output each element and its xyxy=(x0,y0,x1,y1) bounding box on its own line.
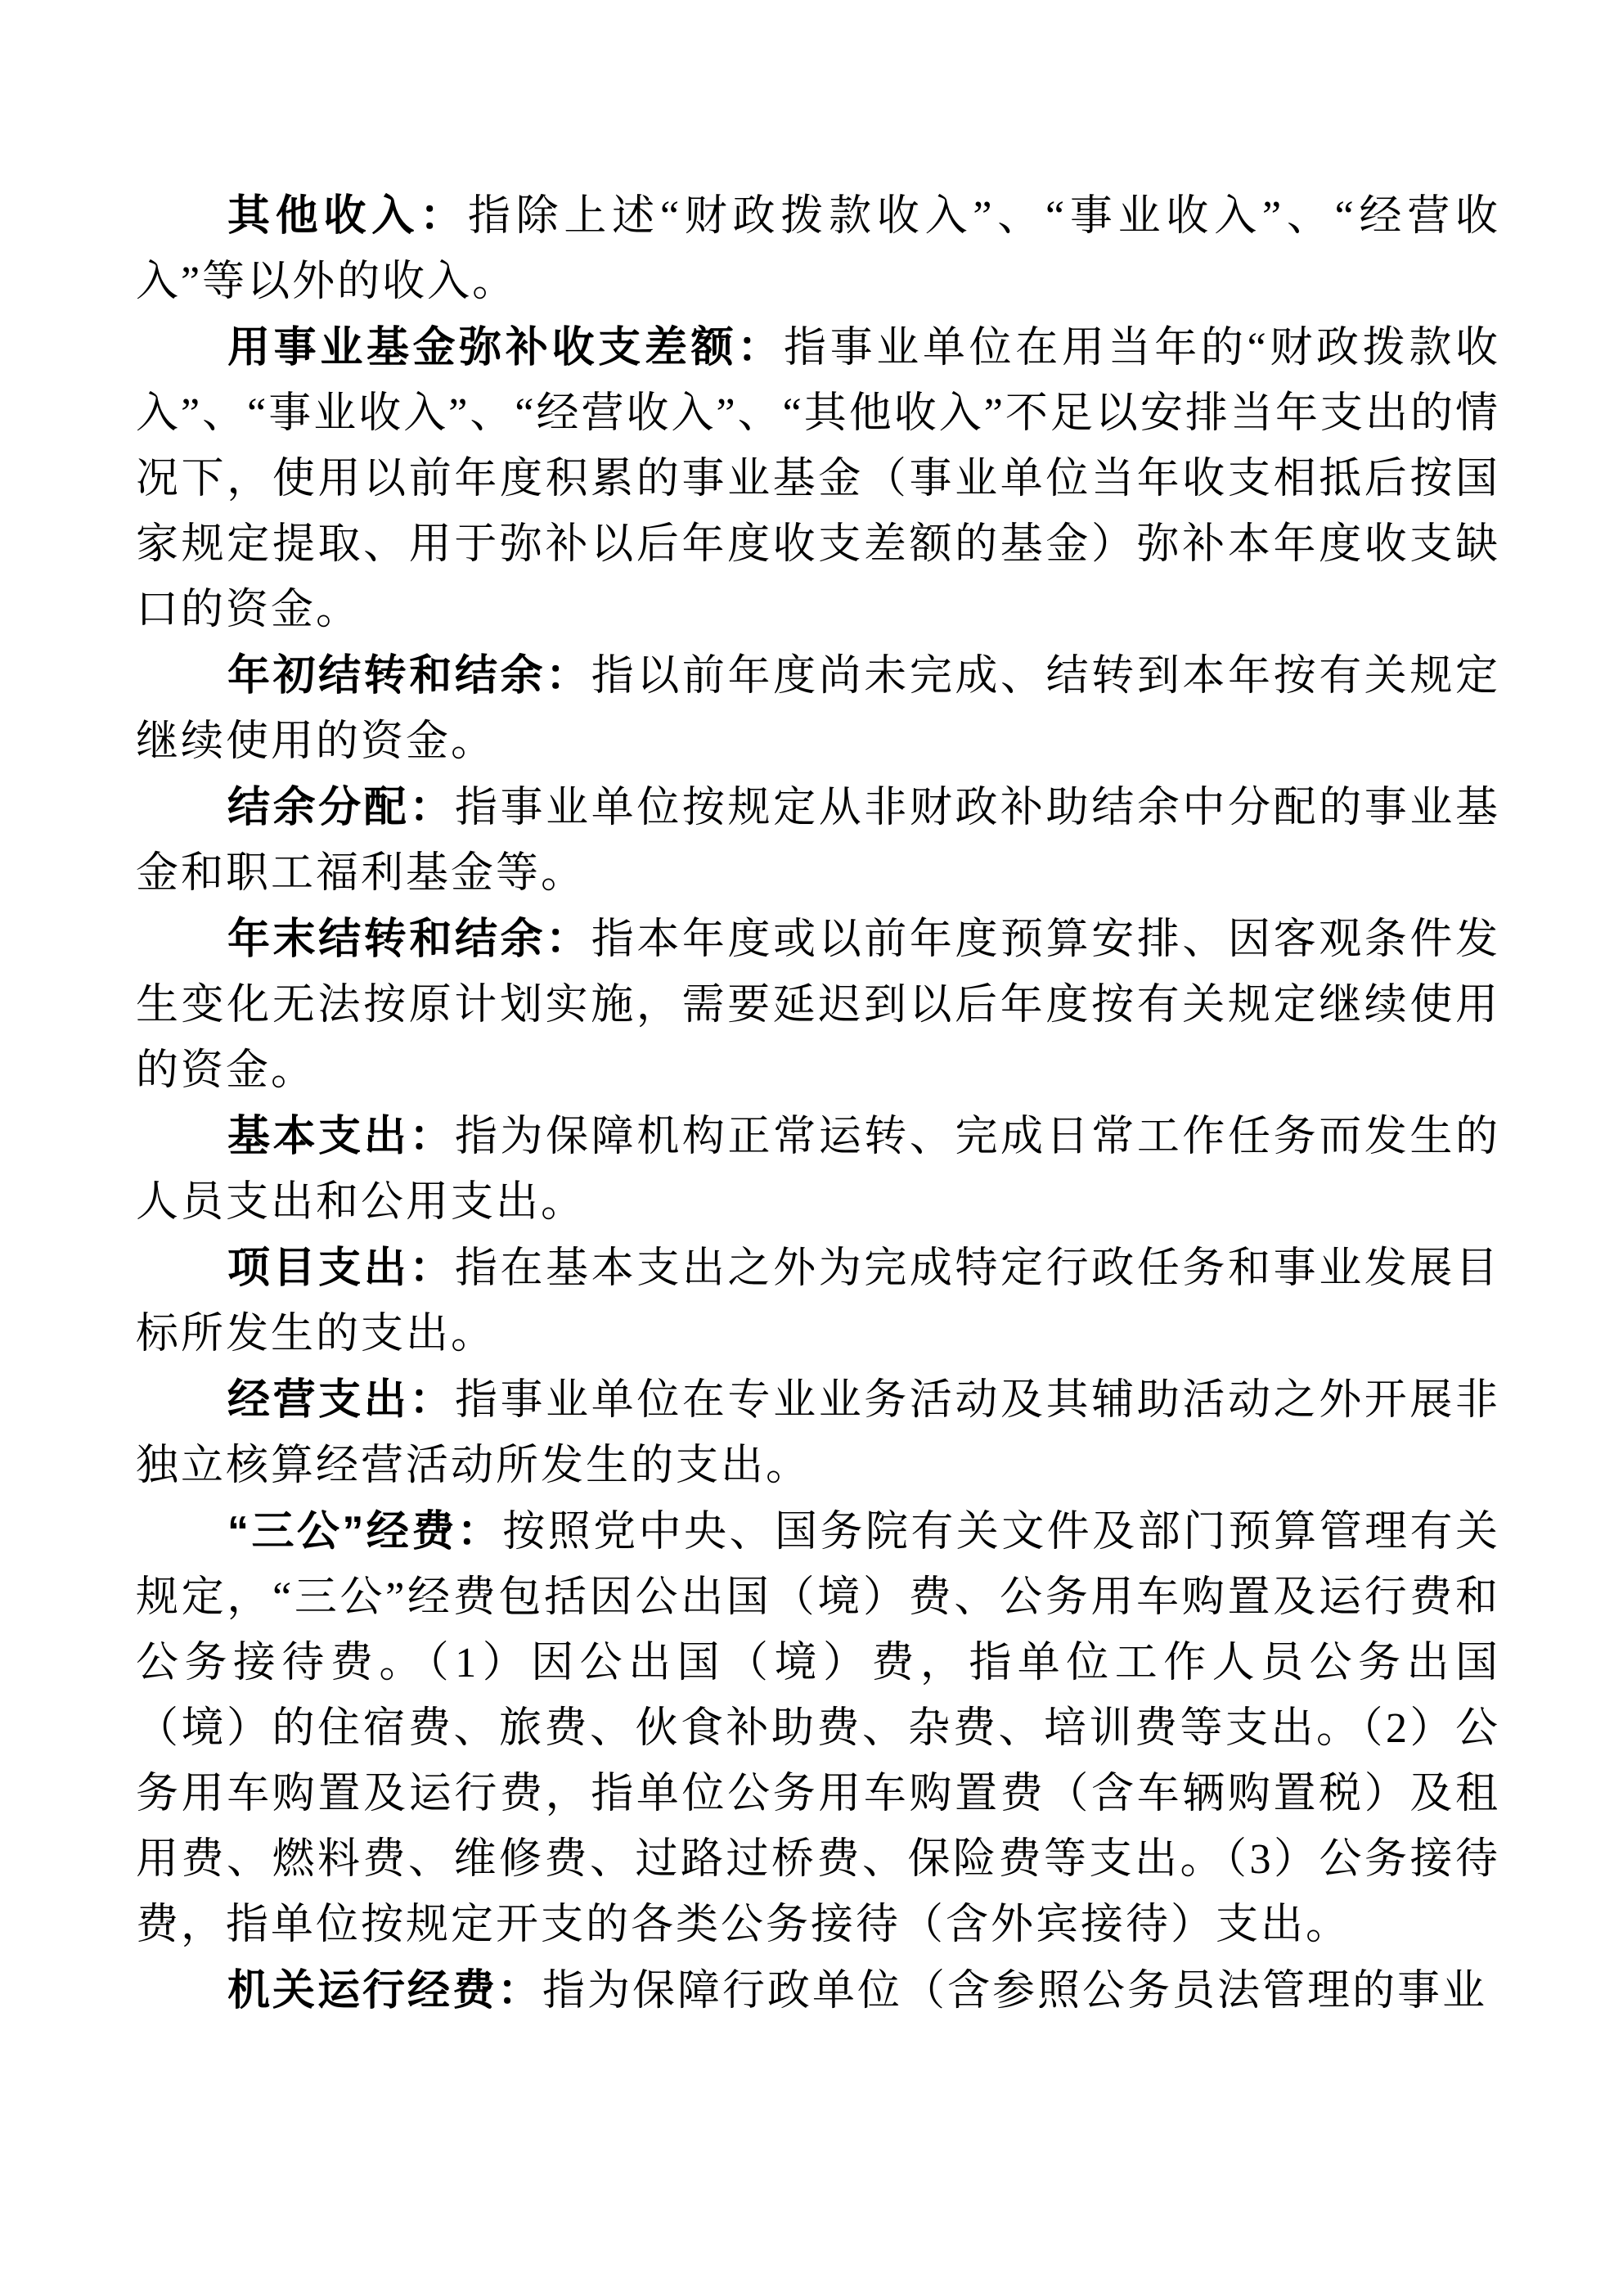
term-colon: ： xyxy=(420,192,468,240)
term-label: 年初结转和结余 xyxy=(227,652,546,700)
definition-paragraph xyxy=(136,1104,1500,1236)
definition-paragraph xyxy=(136,1367,1500,1499)
term-label: 用事业基金弥补收支差额 xyxy=(227,324,738,371)
term-colon: ： xyxy=(409,1245,455,1292)
definition-text: 指在基本支出之外为完成特定行政任务和事业发展目标所发生的支出。 xyxy=(136,1245,1500,1357)
definition-paragraph xyxy=(136,183,1500,315)
definition-text: 指以前年度尚未完成、结转到本年按有关规定继续使用的资金。 xyxy=(136,653,1500,765)
definition-text: 指除上述“财政拨款收入”、“事业收入”、“经营收入”等以外的收入。 xyxy=(136,193,1500,305)
term-colon: ： xyxy=(546,652,591,700)
definition-paragraph xyxy=(136,1499,1500,1958)
term-colon: ： xyxy=(737,324,784,371)
term-label: 项目支出 xyxy=(227,1245,410,1292)
term-label: 年末结转和结余 xyxy=(227,916,546,963)
term-colon: ： xyxy=(497,1967,543,2015)
definition-paragraph xyxy=(136,775,1500,907)
term-colon: ： xyxy=(409,1376,455,1424)
definition-paragraph xyxy=(136,1958,1500,2024)
document-body xyxy=(136,183,1500,2024)
term-colon: ： xyxy=(409,784,455,831)
definition-text: 指本年度或以前年度预算安排、因客观条件发生变化无法按原计划实施，需要延迟到以后年度按有关规定继续使用的资金。 xyxy=(136,916,1500,1094)
definition-text: 指为保障机构正常运转、完成日常工作任务而发生的人员支出和公用支出。 xyxy=(136,1114,1500,1226)
term-label: 基本支出 xyxy=(227,1113,410,1160)
definition-paragraph xyxy=(136,315,1500,643)
term-colon: ： xyxy=(456,1508,503,1555)
definition-paragraph xyxy=(136,907,1500,1104)
term-colon: ： xyxy=(409,1113,455,1160)
term-colon: ： xyxy=(546,916,591,963)
definition-text: 按照党中央、国务院有关文件及部门预算管理有关规定，“三公”经费包括因公出国（境）费、公务用车购置及运行费和公务接待费。（1）因公出国（境）费，指单位工作人员公务出国（境）的住宿费、旅费、伙食补助费、杂费、培训费等支出。（2）公务用车购置及运行费，指单位公务用车购置费（含车辆购置税）及租用费、燃料费、维修费、过路过桥费、保险费等支出。（3）公务接待费，指单位按规定开支的各类公务接待（含外宾接待）支出。 xyxy=(136,1509,1500,1948)
term-label: 结余分配 xyxy=(227,784,410,831)
term-label: 其他收入 xyxy=(227,192,420,240)
definition-paragraph xyxy=(136,643,1500,775)
term-label: 机关运行经费 xyxy=(227,1967,498,2015)
term-label: 经营支出 xyxy=(227,1376,410,1424)
term-label: “三公”经费 xyxy=(227,1508,457,1555)
definition-text: 指事业单位按规定从非财政补助结余中分配的事业基金和职工福利基金等。 xyxy=(136,785,1500,897)
definition-text: 指为保障行政单位（含参照公务员法管理的事业 xyxy=(542,1968,1488,2015)
definition-text: 指事业单位在用当年的“财政拨款收入”、“事业收入”、“经营收入”、“其他收入”不足以安排当年支出的情况下，使用以前年度积累的事业基金（事业单位当年收支相抵后按国家规定提取、用于弥补以后年度收支差额的基金）弥补本年度收支缺口的资金。 xyxy=(136,325,1500,633)
definition-text: 指事业单位在专业业务活动及其辅助活动之外开展非独立核算经营活动所发生的支出。 xyxy=(136,1377,1500,1489)
definition-paragraph xyxy=(136,1236,1500,1367)
